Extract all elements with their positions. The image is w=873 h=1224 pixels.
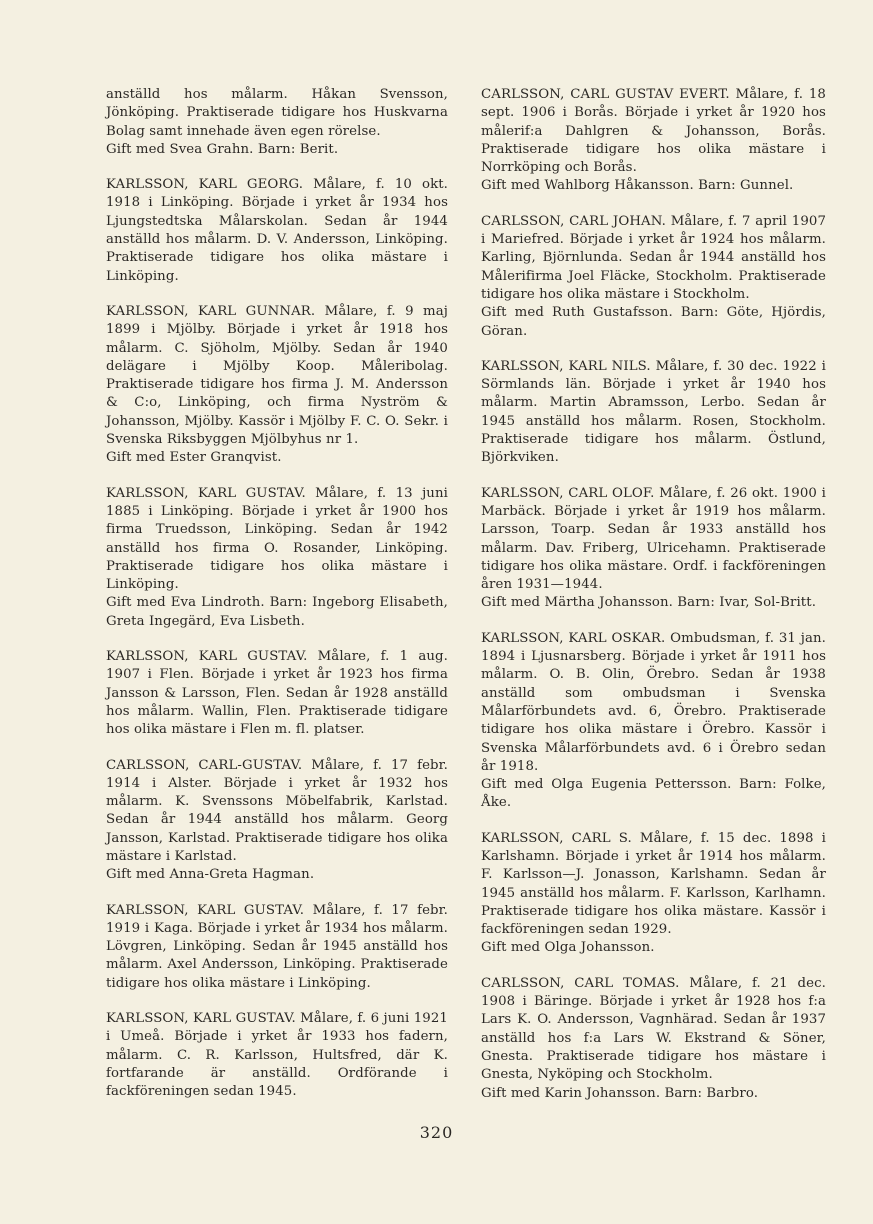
entry-family: Gift med Olga Eugenia Pettersson. Barn: Folke, Åke. xyxy=(481,777,826,811)
entry-family: Gift med Ruth Gustafsson. Barn: Göte, Hjördis, Göran. xyxy=(481,305,826,339)
entry xyxy=(106,757,448,885)
entry-text: KARLSSON, KARL GUSTAV. Målare, f. 1 aug. 1907 i Flen. Började i yrket år 1923 hos firma Jansson & Larsson, Flen. Sedan år 1928 anställd hos målarm. Wallin, Flen. Praktiserade tidigare hos olika mästare i Flen m. fl. platser. xyxy=(106,649,448,738)
entry-family: Gift med Svea Grahn. Barn: Berit. xyxy=(106,141,339,157)
entry xyxy=(481,630,826,813)
entry-text: CARLSSON, CARL-GUSTAV. Målare, f. 17 febr. 1914 i Alster. Började i yrket år 1932 hos målarm. K. Svenssons Möbelfabrik, Karlstad. Sedan år 1944 anställd hos målarm. Georg Jansson, Karlstad. Praktiserade tidigare hos olika mästare i Karlstad. xyxy=(106,757,448,864)
entry xyxy=(106,86,448,159)
entry-text: KARLSSON, KARL GEORG. Målare, f. 10 okt. 1918 i Linköping. Började i yrket år 1934 hos Ljungstedtska Målarskolan. Sedan år 1944 anställd hos målarm. D. V. Andersson, Linköping. Praktiserade tidigare hos olika mästare i Linköping. xyxy=(106,177,448,284)
entry-text: CARLSSON, CARL JOHAN. Målare, f. 7 april 1907 i Mariefred. Började i yrket år 1924 hos målarm. Karling, Björnlunda. Sedan år 1944 anställd hos Målerifirma Joel Fläcke, Stockholm. Praktiserade tidigare hos olika mästare i Stockholm. xyxy=(481,213,826,302)
left-column xyxy=(106,86,448,1119)
entry-text: KARLSSON, KARL GUSTAV. Målare, f. 17 febr. 1919 i Kaga. Började i yrket år 1934 hos målarm. Lövgren, Linköping. Sedan år 1945 anställd hos målarm. Axel Andersson, Linköping. Praktiserade tidigare hos olika mästare i Linköping. xyxy=(106,902,448,991)
right-column xyxy=(481,86,826,1120)
entry-text: KARLSSON, KARL GUSTAV. Målare, f. 13 juni 1885 i Linköping. Började i yrket år 1900 hos firma Truedsson, Linköping. Sedan år 1942 anställd hos firma O. Rosander, Linköping. Praktiserade tidigare hos olika mästare i Linköping. xyxy=(106,485,448,593)
entry-text: KARLSSON, KARL GUSTAV. Målare, f. 6 juni 1921 i Umeå. Började i yrket år 1933 hos fadern, målarm. C. R. Karlsson, Hultsfred, där K. fortfarande är anställd. Ordförande i fackföreningen sedan 1945. xyxy=(106,1011,448,1100)
entry-family: Gift med Olga Johansson. xyxy=(481,940,655,956)
entry-text: KARLSSON, CARL S. Målare, f. 15 dec. 1898 i Karlshamn. Började i yrket år 1914 hos målarm. F. Karlsson—J. Jonasson, Karlshamn. Sedan år 1945 anställd hos målarm. F. Karlsson, Karlhamn. Praktiserade tidigare hos olika mästare. Kassör i fackföreningen sedan 1929. xyxy=(481,830,826,938)
entry xyxy=(106,485,448,631)
entry-family: Gift med Ester Granqvist. xyxy=(106,450,282,466)
entry xyxy=(481,830,826,958)
entry xyxy=(481,485,826,613)
entry xyxy=(481,213,826,341)
entry-text: KARLSSON, CARL OLOF. Målare, f. 26 okt. 1900 i Marbäck. Började i yrket år 1919 hos målarm. Larsson, Toarp. Sedan år 1933 anställd hos målarm. Dav. Friberg, Ulricehamn. Praktiserade tidigare hos olika mästare. Ordf. i fackföreningen åren 1931—1944. xyxy=(481,485,826,593)
entry xyxy=(106,902,448,993)
entry-text: CARLSSON, CARL TOMAS. Målare, f. 21 dec. 1908 i Bäringe. Började i yrket år 1928 hos f:a Lars K. O. Andersson, Vagnhärad. Sedan år 1937 anställd hos f:a Lars W. Ekstrand & Söner, Gnesta. Praktiserade tidigare hos mästare i Gnesta, Nyköping och Stockholm. xyxy=(481,975,826,1083)
entry-text: KARLSSON, KARL OSKAR. Ombudsman, f. 31 jan. 1894 i Ljusnarsberg. Började i yrket år 1911 hos målarm. O. B. Olin, Örebro. Sedan år 1938 anställd som ombudsman i Svenska Målarförbundets avd. 6, Örebro. Praktiserade tidigare hos olika mästare i Örebro. Kassör i Svenska Målarförbundets avd. 6 i Örebro sedan år 1918. xyxy=(481,630,826,774)
entry-text: anställd hos målarm. Håkan Svensson, Jönköping. Praktiserade tidigare hos Huskvarna Bolag samt innehade även egen rörelse. xyxy=(106,87,448,139)
entry-family: Gift med Märtha Johansson. Barn: Ivar, Sol-Britt. xyxy=(481,595,817,611)
entry-family: Gift med Anna-Greta Hagman. xyxy=(106,867,315,883)
entry xyxy=(106,176,448,286)
entry xyxy=(106,648,448,739)
entry-family: Gift med Karin Johansson. Barn: Barbro. xyxy=(481,1085,759,1101)
entry-text: KARLSSON, KARL GUNNAR. Målare, f. 9 maj 1899 i Mjölby. Började i yrket år 1918 hos målarm. C. Sjöholm, Mjölby. Sedan år 1940 delägare i Mjölby Koop. Måleribolag. Praktiserade tidigare hos firma J. M. Andersson & C:o, Linköping, och firma Nyström & Johansson, Mjölby. Kassör i Mjölby F. C. O. Sekr. i Svenska Riksbyggen Mjölbyhus nr 1. xyxy=(106,303,448,448)
entry xyxy=(106,303,448,468)
page-number: 320 xyxy=(419,1123,454,1142)
entry-text: CARLSSON, CARL GUSTAV EVERT. Målare, f. 18 sept. 1906 i Borås. Började i yrket år 1920 hos målerif:a Dahlgren & Johansson, Borås. Praktiserade tidigare hos olika mästare i Norrköping och Borås. xyxy=(481,87,826,176)
entry xyxy=(106,1010,448,1101)
entry-text: KARLSSON, KARL NILS. Målare, f. 30 dec. 1922 i Sörmlands län. Började i yrket år 1940 hos målarm. Martin Abramsson, Lerbo. Sedan år 1945 anställd hos målarm. Rosen, Stockholm. Praktiserade tidigare hos målarm. Östlund, Björkviken. xyxy=(481,358,826,466)
entry-family: Gift med Eva Lindroth. Barn: Ingeborg Elisabeth, Greta Ingegärd, Eva Lisbeth. xyxy=(106,595,448,629)
entry xyxy=(481,86,826,196)
entry-family: Gift med Wahlborg Håkansson. Barn: Gunnel. xyxy=(481,178,794,194)
entry xyxy=(481,975,826,1103)
entry xyxy=(481,358,826,468)
